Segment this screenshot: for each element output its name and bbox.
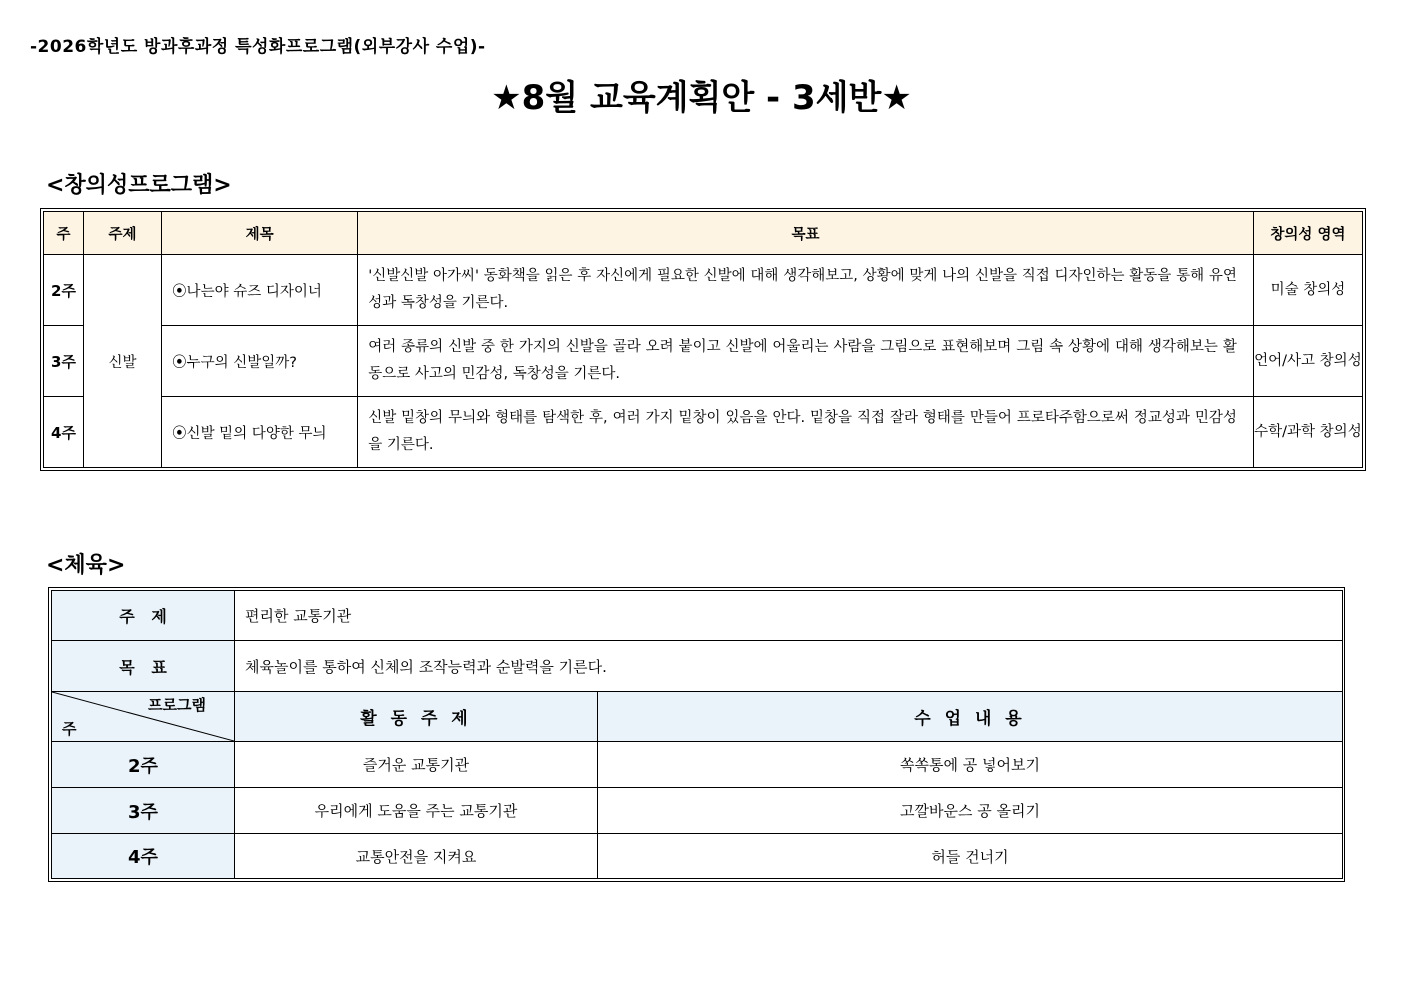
creative-section-title: <창의성프로그램>	[46, 173, 232, 198]
area-cell: 미술 창의성	[1253, 255, 1362, 326]
pe-theme-value: 편리한 교통기관	[235, 591, 1343, 641]
table-row	[52, 742, 1343, 788]
diagonal-line	[52, 692, 234, 741]
goal-cell: 신발 밑창의 무늬와 형태를 탐색한 후, 여러 가지 밑창이 있음을 안다. 밑창을 직접 잘라 형태를 만들어 프로타주함으로써 정교성과 민감성을 기른다.	[358, 397, 1254, 468]
week-cell: 4주	[44, 397, 84, 468]
diag-week-label: 주	[62, 720, 77, 738]
pe-goal-row	[52, 641, 1343, 692]
pe-activity-cell: 즐거운 교통기관	[235, 742, 598, 788]
creative-table	[43, 211, 1363, 468]
col-theme: 주제	[84, 212, 162, 255]
col-area: 창의성 영역	[1253, 212, 1362, 255]
pe-theme-label: 주 제	[52, 591, 235, 641]
diag-program-label: 프로그램	[148, 696, 206, 714]
title-cell: ⦿나는야 슈즈 디자이너	[162, 255, 358, 326]
pe-header-row	[52, 692, 1343, 742]
pe-activity-cell: 교통안전을 지켜요	[235, 834, 598, 879]
week-cell: 3주	[44, 326, 84, 397]
week-cell: 2주	[44, 255, 84, 326]
pe-week-cell: 3주	[52, 788, 235, 834]
pe-activity-cell: 우리에게 도움을 주는 교통기관	[235, 788, 598, 834]
col-title: 제목	[162, 212, 358, 255]
pe-table	[51, 590, 1343, 879]
col-week: 주	[44, 212, 84, 255]
col-goal: 목표	[358, 212, 1254, 255]
table-row	[52, 834, 1343, 879]
creative-header-row	[44, 212, 1363, 255]
creative-table-frame	[40, 208, 1366, 471]
col-activity: 활 동 주 제	[235, 692, 598, 742]
page-title: ★8월 교육계획안 - 3세반★	[491, 78, 912, 118]
goal-cell: '신발신발 아가씨' 동화책을 읽은 후 자신에게 필요한 신발에 대해 생각해보고, 상황에 맞게 나의 신발을 직접 디자인하는 활동을 통해 유연성과 독창성을 기른다.	[358, 255, 1254, 326]
table-row	[44, 255, 1363, 326]
pe-goal-label: 목 표	[52, 641, 235, 692]
diagonal-header-cell	[52, 692, 235, 742]
pe-content-cell: 쏙쏙통에 공 넣어보기	[598, 742, 1343, 788]
theme-cell: 신발	[84, 255, 162, 468]
title-cell: ⦿신발 밑의 다양한 무늬	[162, 397, 358, 468]
col-content: 수 업 내 용	[598, 692, 1343, 742]
pe-content-cell: 허들 건너기	[598, 834, 1343, 879]
header-subtitle: -2026학년도 방과후과정 특성화프로그램(외부강사 수업)-	[30, 37, 486, 57]
pe-section-title: <체육>	[46, 553, 126, 578]
area-cell: 수학/과학 창의성	[1253, 397, 1362, 468]
pe-theme-row	[52, 591, 1343, 641]
pe-content-cell: 고깔바운스 공 올리기	[598, 788, 1343, 834]
pe-goal-value: 체육놀이를 통하여 신체의 조작능력과 순발력을 기른다.	[235, 641, 1343, 692]
table-row	[44, 397, 1363, 468]
pe-week-cell: 2주	[52, 742, 235, 788]
goal-cell: 여러 종류의 신발 중 한 가지의 신발을 골라 오려 붙이고 신발에 어울리는 사람을 그림으로 표현해보며 그림 속 상황에 대해 생각해보는 활동으로 사고의 민감성, 독창성을 기른다.	[358, 326, 1254, 397]
pe-week-cell: 4주	[52, 834, 235, 879]
pe-table-frame	[48, 587, 1345, 882]
table-row	[52, 788, 1343, 834]
title-cell: ⦿누구의 신발일까?	[162, 326, 358, 397]
table-row	[44, 326, 1363, 397]
area-cell: 언어/사고 창의성	[1253, 326, 1362, 397]
